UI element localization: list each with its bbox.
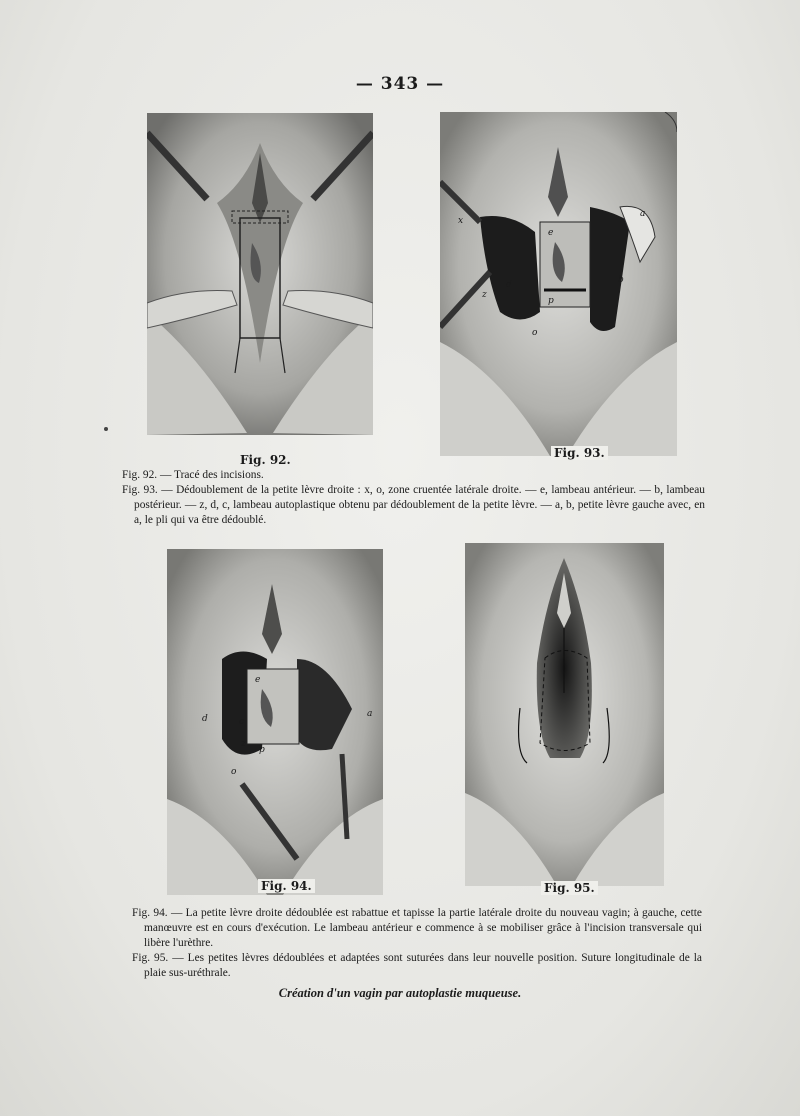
fig93-letter-b: b — [618, 275, 624, 285]
caption-fig-92: Fig. 92. — Tracé des incisions. — [122, 469, 264, 481]
fig93-letter-z: z — [482, 290, 487, 300]
caption-fig-93: Fig. 93. — Dédoublement de la petite lèvre droite : x, o, zone cruentée latérale droite. — e, lambeau antérieur. — b, lambeau postérieur. — z, d, c, lambeau autoplastique obtenu par dédoublement de la petite lèvre. — a, b, petite lèvre gauche avec, en a, le pli qui va être dédoublé. — [122, 484, 705, 526]
figure-94-illustration — [167, 549, 383, 895]
figure-93-illustration — [440, 112, 677, 456]
figure-95-illustration — [465, 543, 664, 886]
figure-92-label: Fig. 92. — [240, 453, 291, 467]
figure-93-label: Fig. 93. — [551, 446, 608, 460]
fig93-letter-a: a — [640, 209, 646, 219]
fig93-letter-e: e — [548, 228, 554, 238]
page-number: — 343 — — [355, 74, 445, 94]
plate-title: Création d'un vagin par autoplastie muqueuse. — [278, 986, 522, 1000]
fig94-letter-e: e — [255, 675, 261, 685]
page-mark — [104, 427, 108, 431]
fig94-letter-a: a — [367, 709, 373, 719]
fig93-letter-p: p — [548, 296, 554, 306]
figure-92-illustration — [147, 113, 373, 435]
figure-94-label: Fig. 94. — [258, 879, 315, 893]
fig94-letter-c: c — [239, 717, 245, 727]
figure-95-label: Fig. 95. — [541, 881, 598, 895]
fig93-letter-d: d — [506, 280, 512, 290]
caption-fig-95: Fig. 95. — Les petites lèvres dédoublées et adaptées sont suturées dans leur nouvelle position. Suture longitudinale de la plaie sus-uréthrale. — [132, 952, 702, 979]
fig93-letter-o: o — [532, 328, 538, 338]
fig94-letter-o: o — [231, 767, 237, 777]
fig94-letter-d: d — [202, 714, 208, 724]
top-caption-block — [122, 468, 705, 528]
bottom-caption-block — [132, 906, 702, 981]
caption-fig-94: Fig. 94. — La petite lèvre droite dédoublée est rabattue et tapisse la partie latérale droite du nouveau vagin; à gauche, cette manœuvre est en cours d'exécution. Le lambeau antérieur e commence à se mobiliser grâce à l'incision transversale qui libère l'urèthre. — [132, 907, 702, 949]
fig93-letter-x: x — [458, 216, 464, 226]
fig94-letter-z: z — [241, 739, 246, 749]
fig94-letter-p: p — [259, 745, 265, 755]
